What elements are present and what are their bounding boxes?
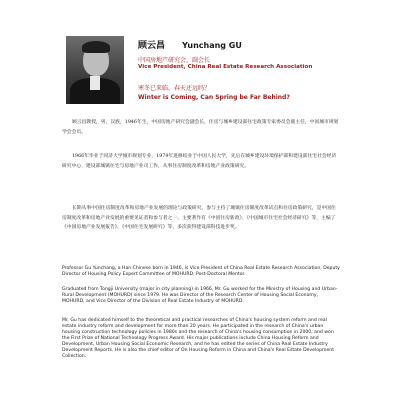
portrait-photo — [66, 36, 124, 104]
speaker-name-cn: 顾云昌 — [138, 41, 166, 51]
bio-paragraph-en-1: Professor Gu Yunchang, a Han Chinese born in 1946, is Vice President of China Real Estate Research Association, Deputy Director of Housing Policy Expert Committee of MOHURD, Post-Doctoral Mentor. — [62, 266, 340, 277]
portrait-collar — [90, 76, 100, 90]
portrait-hair — [82, 41, 110, 53]
talk-topic-en: Winter is Coming, Can Spring be Far Behind? — [138, 94, 290, 101]
talk-topic-cn: 寒冬已来临，春天还远吗？ — [138, 85, 211, 92]
speaker-name — [138, 38, 242, 51]
speaker-title-en: Vice President, China Real Estate Research Association — [138, 64, 313, 70]
speaker-title-cn: 中国房地产研究会，副会长 — [138, 57, 211, 64]
bio-paragraph-en-3: Mr. Gu has dedicated himself to the theoretical and practical researches of China's housing system reform and real estate industry reform and development for more than 20 years. He participated in the research of China's urban housing construction technology policies in 1980s and the research of China's housing consumption in 2000, and won the First Prize of National Technology Progress Award. His major publications include China Housing Reform and Development, Urban Housing Social Economic Research, and he has edited the series of China Real Estate Industry Development Reports. He is also the chief editor of On Housing Reform in China and China's Real Estate Development Collection. — [62, 318, 334, 359]
bio-paragraph-en-2: Graduated from Tongji University (major in city planning) in 1966, Mr. Gu worked for the Ministry of Housing and Urban-Rural Development (MOHURD) since 1979. He was Director of the Research Center of Housing Social Economy, MOHURD, and Vice Director of the Division of Real Estate Industry of MOHURD. — [62, 287, 338, 304]
speaker-name-en: Yunchang GU — [182, 41, 242, 50]
bio-paragraph-cn-1: 顾云昌教授，男，汉族，1946年生，中国房地产研究会副会长，住房与城乡建设部住宅政策专家委员会副主任，中国城市规划学会会员。 — [62, 120, 339, 135]
bio-paragraph-cn-3: 长期从事中国住房制度改革和房地产业发展的理论与政策研究，参与主持了城镇住房制度改革试点和住房政策研究，是中国住房制度改革和房地产业发展的重要见证者和参与者之一。主要著作有《中国住房新政》、《中国城市住宅社会经济研究》等，主编了《中国房地产业发展报告》、《中国住宅发展研究》等，多次获得建设部科技进步奖。 — [62, 206, 336, 231]
bio-paragraph-cn-2: 1966年毕业于同济大学城市规划专业，1979年进修结业于中国人民大学，先后在城乡建设环境保护部和建设部住宅社会经济研究中心、建设部城镇住宅与房地产业司工作，从事住房制度改革和房地产业政策研究。 — [62, 154, 337, 169]
